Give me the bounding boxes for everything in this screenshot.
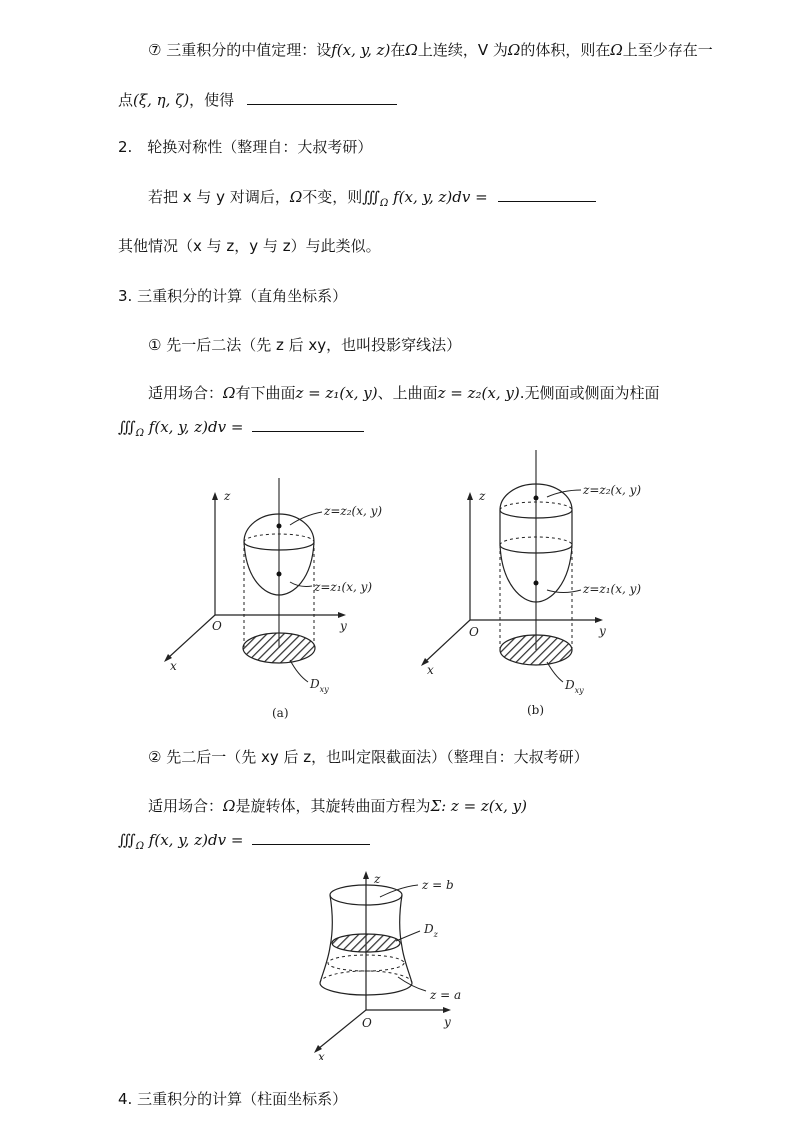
x-axis: [425, 620, 470, 662]
symmetry-other-cases: 其他情况（x 与 z，y 与 z）与此类似。: [118, 237, 381, 255]
method-1-applicability: 适用场合：Ω有下曲面z = z₁(x, y)、上曲面z = z₂(x, y).无侧面或侧面为柱面: [148, 384, 660, 402]
z-label: z: [224, 489, 231, 503]
top-plane-label: z = b: [422, 878, 454, 892]
y-label: y: [340, 619, 347, 633]
cross-section-dz: [332, 934, 400, 952]
answer-blank-symmetry: [498, 201, 596, 202]
mean-value-theorem-line2: 点(ξ, η, ζ)，使得: [118, 89, 397, 110]
mean-value-theorem-line1: ⑦ 三重积分的中值定理：设f(x, y, z)在Ω上连续，V 为Ω的体积，则在Ω上至少存在一: [148, 41, 713, 59]
z-label: z: [374, 872, 381, 886]
x-label: x: [318, 1050, 325, 1060]
origin-label: O: [469, 625, 479, 639]
section-4-heading: 4. 三重积分的计算（柱面坐标系）: [118, 1090, 348, 1108]
caption-b: (b): [527, 703, 545, 717]
symmetry-line: 若把 x 与 y 对调后，Ω不变，则$∭_\Omega$ f(x, y, z)dv =: [148, 186, 596, 209]
y-label: y: [444, 1015, 451, 1029]
region-dxy: [500, 635, 572, 665]
lower-surface-label: z=z₁(x, y): [314, 580, 373, 594]
figure-a: [150, 470, 390, 725]
figure-b: [405, 450, 665, 720]
upper-surface-label: z=z₂(x, y): [324, 504, 383, 518]
z-label: z: [479, 489, 486, 503]
lower-surface-label: z=z₁(x, y): [583, 582, 642, 596]
y-label: y: [599, 624, 606, 638]
method-1-title: ① 先一后二法（先 z 后 xy，也叫投影穿线法）: [148, 336, 462, 354]
figure-rotation-body: [300, 865, 500, 1060]
region-dxy: [243, 633, 315, 663]
caption-a: (a): [272, 706, 289, 720]
x-axis: [168, 615, 215, 658]
upper-surface-label: z=z₂(x, y): [583, 483, 642, 497]
answer-blank-mean-value: [247, 104, 397, 105]
answer-blank-method-1: [252, 431, 364, 432]
bottom-plane-label: z = a: [430, 988, 462, 1002]
x-label: x: [170, 659, 177, 673]
method-2-integral: $∭_\Omega$ f(x, y, z)dv =: [118, 831, 370, 852]
answer-blank-method-2: [252, 844, 370, 845]
section-2-heading: 2. 轮换对称性（整理自：大叔考研）: [118, 138, 373, 156]
origin-label: O: [212, 619, 222, 633]
origin-label: O: [362, 1016, 372, 1030]
section-3-heading: 3. 三重积分的计算（直角坐标系）: [118, 287, 348, 305]
method-1-integral: $∭_\Omega$ f(x, y, z)dv =: [118, 418, 364, 439]
method-2-title: ② 先二后一（先 xy 后 z，也叫定限截面法）（整理自：大叔考研）: [148, 748, 589, 766]
dz-label: $D_z$: [424, 922, 438, 939]
method-2-applicability: 适用场合：Ω是旋转体，其旋转曲面方程为Σ: z = z(x, y): [148, 797, 527, 815]
dxy-label: $D_{xy}$: [565, 678, 584, 695]
x-label: x: [427, 663, 434, 677]
x-axis: [318, 1010, 366, 1049]
dxy-label: $D_{xy}$: [310, 677, 329, 694]
